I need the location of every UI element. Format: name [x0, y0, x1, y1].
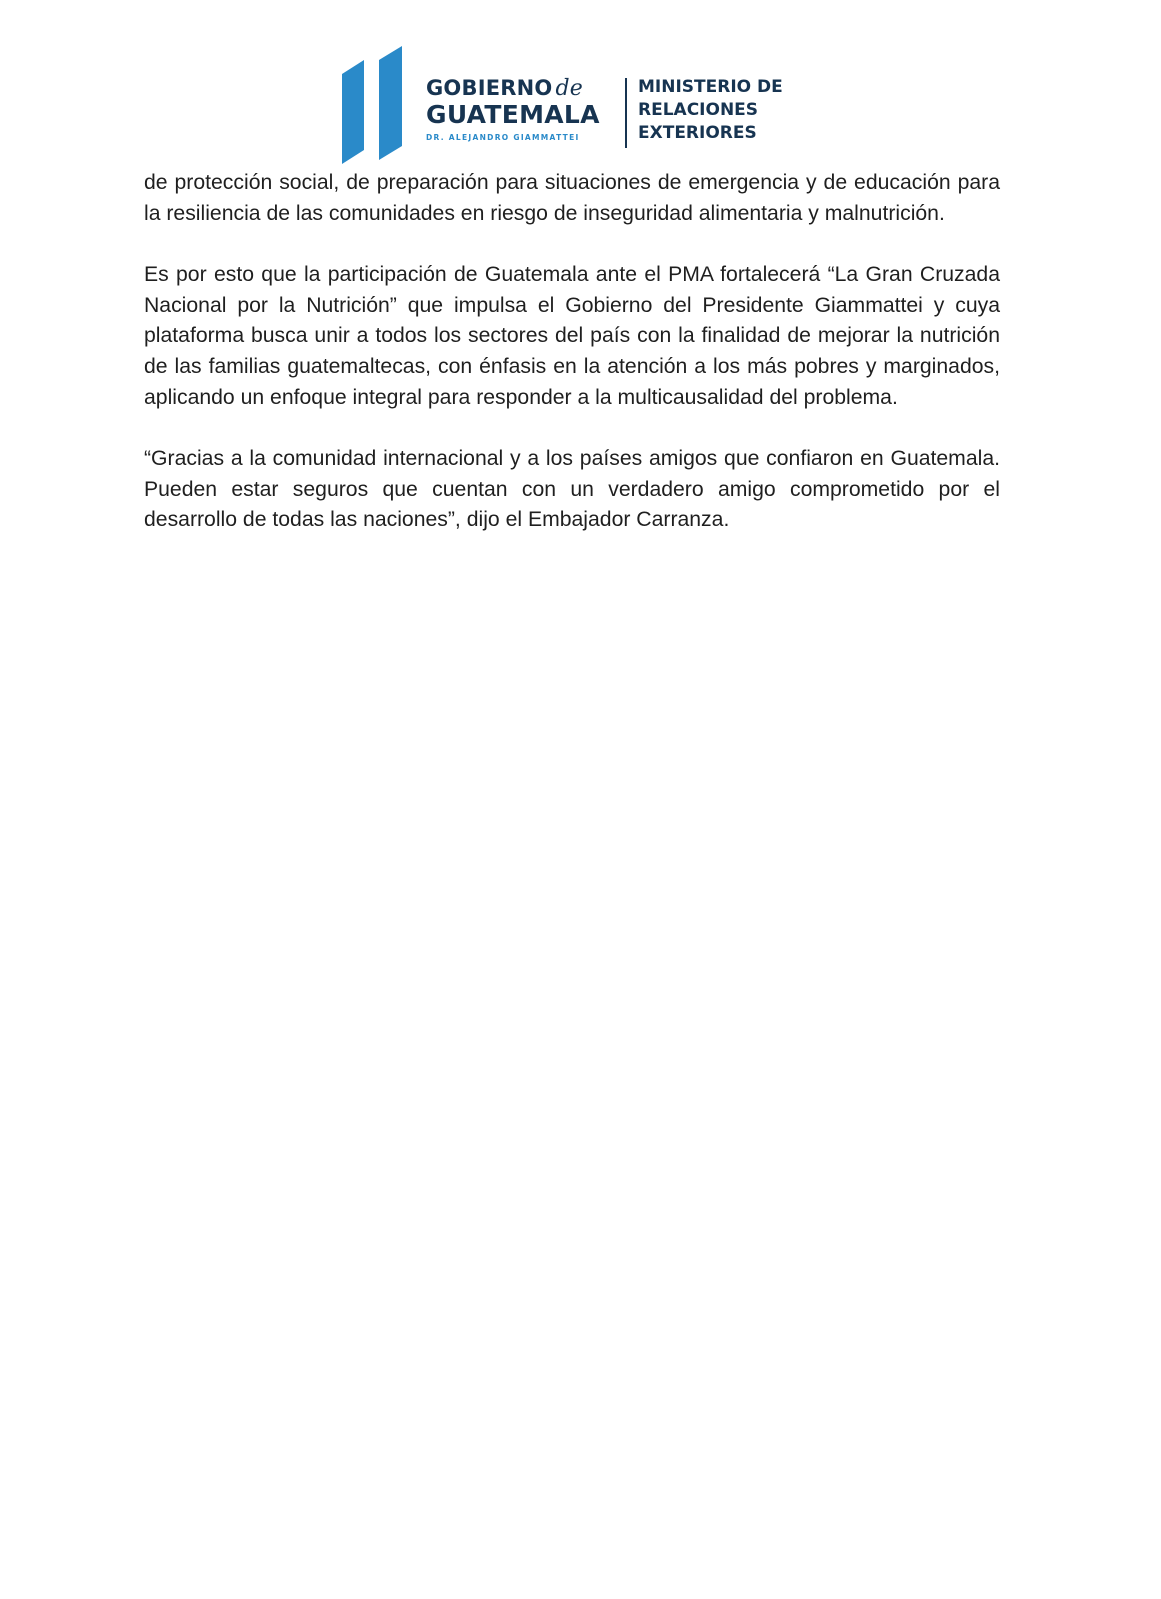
paragraph: Es por esto que la participación de Guatemala ante el PMA fortalecerá “La Gran Cruzada Nacional por la Nutrición” que impulsa el Gobierno del Presidente Giammattei y cuya plataforma busca unir a todos los sectores del país con la finalidad de mejorar la nutrición de las familias guatemaltecas, con énfasis en la atención a los más pobres y marginados, aplicando un enfoque integral para responder a la multicausalidad del problema.: [144, 263, 1000, 409]
paragraph: de protección social, de preparación para situaciones de emergencia y de educación para la resiliencia de las comunidades en riesgo de inseguridad alimentaria y malnutrición.: [144, 171, 1000, 225]
gov-line-1: [426, 76, 616, 101]
guatemala-pillars-logo-icon: [342, 46, 412, 166]
gov-guatemala: GUATEMALA: [426, 100, 600, 129]
letterhead: [342, 46, 812, 166]
ministry-name: [638, 76, 783, 145]
letterhead-divider: [625, 78, 627, 148]
ministry-line-2: RELACIONES: [638, 100, 759, 120]
paragraph: “Gracias a la comunidad internacional y a los países amigos que confiaron en Guatemala. Pueden estar seguros que cuentan con un verdadero amigo comprometido por el desarrollo de todas las naciones”, dijo el Embajador Carranza.: [144, 447, 1000, 532]
gov-gobierno: GOBIERNO: [426, 76, 553, 100]
ministry-line-1: MINISTERIO DE: [638, 77, 783, 97]
gov-president-name: DR. ALEJANDRO GIAMMATTEI: [426, 133, 580, 142]
gov-de: de: [555, 76, 583, 101]
body-text: [144, 168, 1000, 567]
government-wordmark: [426, 76, 616, 144]
ministry-line-3: EXTERIORES: [638, 123, 757, 143]
